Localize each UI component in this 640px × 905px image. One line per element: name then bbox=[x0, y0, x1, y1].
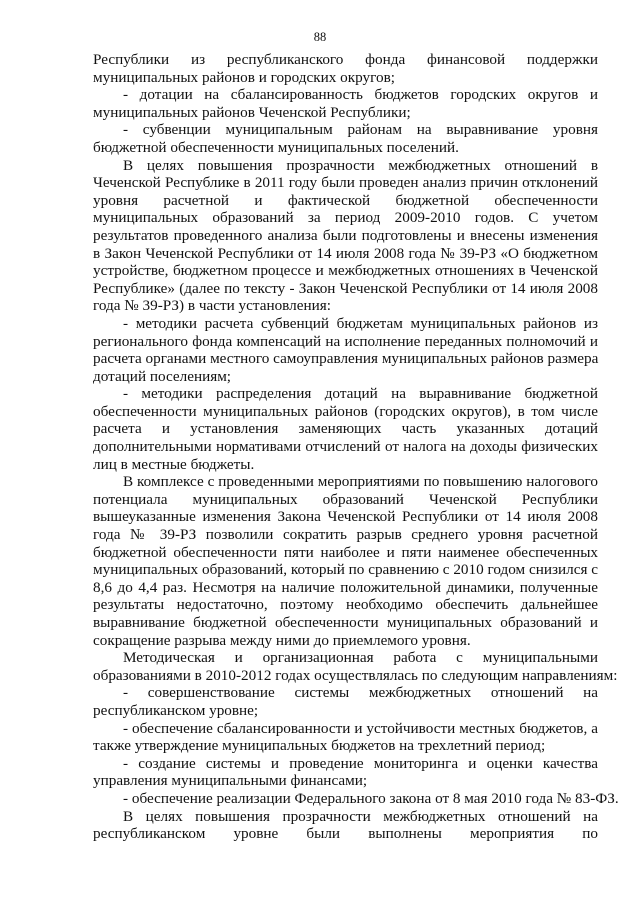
text-line: в Закон Чеченской Республики от 14 июля 2008 года № 39-РЗ «О бюджетном bbox=[93, 244, 598, 262]
text-line: Республике» (далее по тексту - Закон Чеченской Республики от 14 июля 2008 bbox=[93, 279, 598, 297]
text-line: бюджетной обеспеченности муниципальных поселений. bbox=[93, 138, 459, 156]
text-line: выравнивание бюджетной обеспеченности муниципальных образований и bbox=[93, 614, 598, 631]
text-line: сокращение разрыва между ними до приемлемого уровня. bbox=[93, 631, 471, 649]
text-line: - методики расчета субвенций бюджетам муниципальных районов из bbox=[123, 314, 598, 332]
text-line: уровня расчетной и фактической бюджетной обеспеченности bbox=[93, 191, 598, 209]
text-line: муниципальных районов Чеченской Республики; bbox=[93, 103, 411, 121]
text-line: - субвенции муниципальным районам на выравнивание уровня bbox=[123, 121, 598, 139]
text-line: обеспеченности муниципальных районов (городских округов), в том числе bbox=[93, 402, 598, 420]
text-line: бюджетной обеспеченности пяти наиболее и пяти наименее обеспеченных bbox=[93, 543, 598, 561]
text-line: В целях повышения прозрачности межбюджетных отношений на bbox=[123, 807, 598, 825]
text-line: муниципальных образований за период 2009-2010 годов. С учетом bbox=[93, 209, 598, 227]
text-line: муниципальных образований, который по сравнению с 2010 годом снизился с bbox=[93, 561, 598, 579]
text-line: образованиями в 2010-2012 годах осуществлялась по следующим направлениям: bbox=[93, 666, 618, 684]
text-line: - методики распределения дотаций на выравнивание бюджетной bbox=[123, 385, 598, 403]
text-line: управления муниципальными финансами; bbox=[93, 772, 368, 790]
text-line: Чеченской Республике в 2011 году были проведен анализ причин отклонений bbox=[93, 174, 598, 192]
text-line: Методическая и организационная работа с муниципальными bbox=[123, 649, 598, 667]
text-line: В целях повышения прозрачности межбюджетных отношений в bbox=[123, 156, 598, 174]
text-line: расчета и установления заменяющих часть указанных дотаций bbox=[93, 420, 598, 438]
document-body bbox=[93, 51, 619, 843]
text-line: года № 39-РЗ) в части установления: bbox=[93, 297, 331, 315]
text-line: республиканском уровне; bbox=[93, 701, 259, 719]
text-line: - дотации на сбалансированность бюджетов городских округов и bbox=[123, 86, 598, 104]
text-line: регионального фонда компенсаций на исполнение переданных полномочий и bbox=[93, 332, 598, 350]
text-line: года № 39-РЗ позволили сократить разрыв среднего уровня расчетной bbox=[93, 526, 598, 544]
text-line: результатов проведенного анализа были подготовлены и внесены изменения bbox=[93, 226, 598, 244]
text-line: муниципальных районов и городских округов; bbox=[93, 68, 395, 86]
text-line: устройстве, бюджетном процессе и межбюджетных отношениях в Чеченской bbox=[93, 262, 598, 280]
text-line: дополнительными нормативами отчислений от налога на доходы физических bbox=[93, 438, 598, 456]
text-line: республиканском уровне были выполнены мероприятия по bbox=[93, 825, 598, 843]
text-line: В комплексе с проведенными мероприятиями по повышению налогового bbox=[123, 473, 598, 491]
text-line: - обеспечение сбалансированности и устойчивости местных бюджетов, а bbox=[123, 719, 598, 737]
text-line: 8,6 до 4,4 раз. Несмотря на наличие положительной динамики, полученные bbox=[93, 578, 598, 596]
text-line: Республики из республиканского фонда финансовой поддержки bbox=[93, 51, 598, 68]
text-line: вышеуказанные изменения Закона Чеченской Республики от 14 июля 2008 bbox=[93, 508, 598, 526]
text-line: дотаций поселениям; bbox=[93, 367, 232, 385]
text-line: результаты недостаточно, поэтому необходимо обеспечить дальнейшее bbox=[93, 596, 598, 614]
text-line: - создание системы и проведение мониторинга и оценки качества bbox=[123, 754, 598, 772]
text-line: потенциала муниципальных образований Чеченской Республики bbox=[93, 490, 598, 508]
text-line: лиц в местные бюджеты. bbox=[93, 455, 255, 473]
page-number: 88 bbox=[313, 30, 327, 44]
text-line: - совершенствование системы межбюджетных отношений на bbox=[123, 684, 598, 702]
text-line: - обеспечение реализации Федерального закона от 8 мая 2010 года № 83-ФЗ. bbox=[123, 789, 619, 807]
text-line: также утверждение муниципальных бюджетов на трехлетний период; bbox=[93, 737, 546, 755]
text-line: расчета органами местного самоуправления муниципальных районов размера bbox=[93, 350, 599, 368]
